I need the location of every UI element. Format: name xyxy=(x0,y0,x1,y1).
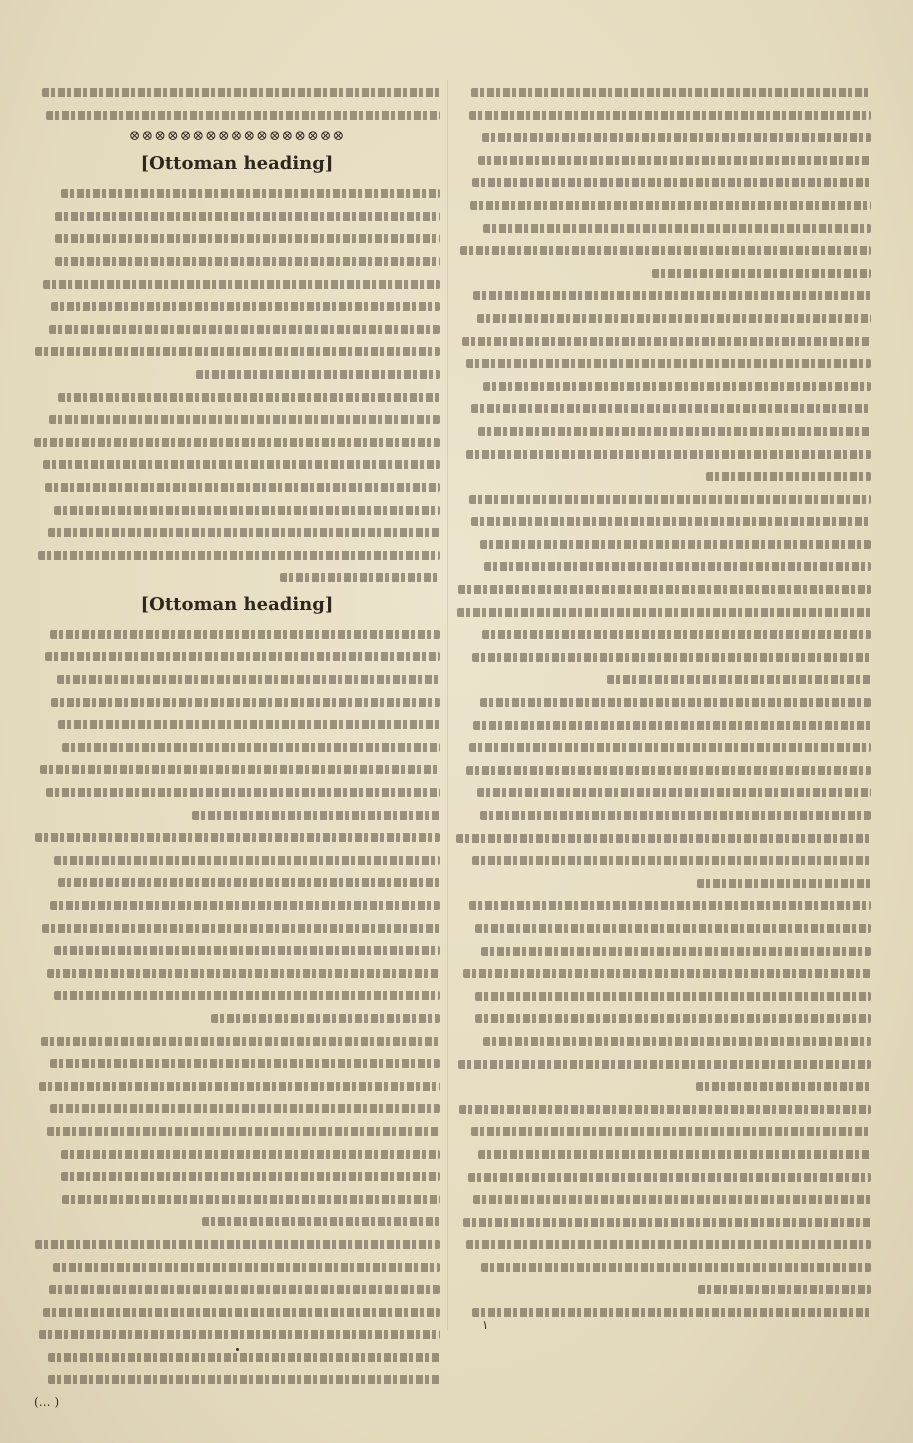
text-ink xyxy=(47,1127,440,1136)
text-ink xyxy=(478,427,871,436)
text-ink xyxy=(478,156,871,165)
text-ink xyxy=(472,178,871,187)
text-ink xyxy=(470,201,871,210)
section-heading-1: [Ottoman heading] xyxy=(140,153,334,175)
text-ink xyxy=(35,833,440,842)
text-ink xyxy=(478,1150,871,1159)
text-ink xyxy=(38,551,440,560)
text-line xyxy=(34,520,440,543)
text-line xyxy=(34,498,440,521)
text-line xyxy=(456,306,871,329)
column-divider xyxy=(447,80,448,1330)
text-line xyxy=(456,487,871,510)
text-line xyxy=(456,261,871,284)
text-line xyxy=(456,1187,871,1210)
text-ink xyxy=(58,878,440,887)
text-ink xyxy=(466,359,871,368)
text-line xyxy=(456,780,871,803)
text-ink xyxy=(54,856,440,865)
text-line xyxy=(456,374,871,397)
text-line xyxy=(456,283,871,306)
text-line xyxy=(34,938,440,961)
text-ink xyxy=(463,1218,871,1227)
text-ink xyxy=(62,743,440,752)
text-line xyxy=(34,1164,440,1187)
text-ink xyxy=(482,133,871,142)
text-line xyxy=(34,543,440,566)
text-line xyxy=(34,339,440,362)
text-line xyxy=(456,1232,871,1255)
text-ink xyxy=(480,540,871,549)
text-ink xyxy=(35,1240,440,1249)
text-line xyxy=(34,870,440,893)
text-ink xyxy=(466,766,871,775)
text-line xyxy=(34,430,440,453)
text-ink xyxy=(471,404,871,413)
page-mark: ١ xyxy=(482,1318,489,1332)
text-ink xyxy=(51,302,440,311)
text-line xyxy=(34,294,440,317)
text-line xyxy=(34,1367,440,1390)
text-ink xyxy=(480,811,871,820)
text-ink xyxy=(471,1127,871,1136)
text-ink xyxy=(469,111,871,120)
text-ink xyxy=(45,652,440,661)
text-ink xyxy=(57,675,440,684)
text-ink xyxy=(47,969,440,978)
text-line xyxy=(456,577,871,600)
text-ink xyxy=(48,528,440,537)
text-line xyxy=(34,1277,440,1300)
signature: (… ) xyxy=(34,1395,60,1410)
text-line xyxy=(34,803,440,826)
text-ink xyxy=(39,1330,440,1339)
text-line xyxy=(34,667,440,690)
text-ink xyxy=(706,472,871,481)
text-line xyxy=(34,362,440,385)
text-line xyxy=(456,1277,871,1300)
text-ink xyxy=(463,969,871,978)
text-line xyxy=(456,600,871,623)
text-line xyxy=(456,193,871,216)
text-ink xyxy=(54,991,440,1000)
text-ink xyxy=(471,517,871,526)
text-line xyxy=(34,644,440,667)
text-line xyxy=(456,1006,871,1029)
text-line xyxy=(34,103,440,126)
text-ink xyxy=(468,1173,871,1182)
text-ink xyxy=(50,1059,440,1068)
text-ink xyxy=(469,901,871,910)
text-line xyxy=(34,204,440,227)
text-line xyxy=(456,442,871,465)
ink-dot xyxy=(236,1348,239,1351)
text-ink xyxy=(472,1308,871,1317)
text-line xyxy=(456,1165,871,1188)
text-line xyxy=(34,916,440,939)
text-line xyxy=(34,1096,440,1119)
text-line xyxy=(456,1255,871,1278)
text-ink xyxy=(477,314,871,323)
text-ink xyxy=(49,1285,440,1294)
text-line xyxy=(34,1187,440,1210)
text-line xyxy=(456,826,871,849)
text-line xyxy=(456,80,871,103)
text-line xyxy=(34,712,440,735)
text-ink xyxy=(42,88,440,97)
text-ink xyxy=(49,415,440,424)
text-line xyxy=(456,125,871,148)
text-ink xyxy=(460,246,871,255)
text-ink xyxy=(46,788,440,797)
text-line xyxy=(34,565,440,588)
text-ink xyxy=(477,788,871,797)
text-ink xyxy=(61,189,440,198)
text-ink xyxy=(483,382,871,391)
text-ink xyxy=(469,495,871,504)
text-line xyxy=(34,735,440,758)
text-line xyxy=(456,509,871,532)
text-line xyxy=(456,667,871,690)
text-line xyxy=(34,622,440,645)
text-ink xyxy=(58,720,440,729)
text-line xyxy=(456,1029,871,1052)
text-ink xyxy=(472,653,871,662)
text-ink xyxy=(471,88,871,97)
text-line xyxy=(34,249,440,272)
text-ink xyxy=(483,1037,871,1046)
text-line xyxy=(34,452,440,475)
text-ink xyxy=(280,573,440,582)
text-line xyxy=(34,407,440,430)
text-line xyxy=(34,1029,440,1052)
text-ink xyxy=(51,698,440,707)
text-line xyxy=(456,871,871,894)
text-line xyxy=(456,103,871,126)
text-line xyxy=(34,1119,440,1142)
text-ink xyxy=(54,506,440,515)
text-line xyxy=(456,803,871,826)
text-ink xyxy=(652,269,871,278)
text-line xyxy=(456,216,871,239)
text-ink xyxy=(211,1014,440,1023)
text-ink xyxy=(473,291,871,300)
text-line xyxy=(456,532,871,555)
text-line xyxy=(456,1052,871,1075)
text-line xyxy=(456,329,871,352)
text-ink xyxy=(49,325,440,334)
text-line xyxy=(34,1255,440,1278)
text-line xyxy=(34,475,440,498)
text-line xyxy=(34,181,440,204)
text-ink xyxy=(481,947,871,956)
text-ink xyxy=(53,1263,440,1272)
text-ink xyxy=(45,483,440,492)
text-line xyxy=(456,1074,871,1097)
text-ink xyxy=(54,946,440,955)
text-line xyxy=(456,848,871,871)
text-ink xyxy=(34,438,440,447)
text-line xyxy=(34,226,440,249)
text-ink xyxy=(50,901,440,910)
text-line xyxy=(456,1097,871,1120)
text-line xyxy=(456,1210,871,1233)
text-line xyxy=(456,939,871,962)
text-ink xyxy=(58,393,440,402)
text-line xyxy=(456,1300,871,1323)
text-line xyxy=(456,554,871,577)
section-heading-2: [Ottoman heading] xyxy=(140,593,334,615)
text-line xyxy=(456,238,871,261)
text-ink xyxy=(46,111,440,120)
text-ink xyxy=(475,924,871,933)
text-ink xyxy=(483,224,871,233)
text-ink xyxy=(202,1217,440,1226)
text-line xyxy=(456,961,871,984)
text-ink xyxy=(481,1263,871,1272)
text-ink xyxy=(484,562,871,571)
text-ink xyxy=(43,280,440,289)
text-line xyxy=(456,622,871,645)
text-ink xyxy=(473,721,871,730)
text-ink xyxy=(480,698,871,707)
text-ink xyxy=(39,1082,440,1091)
text-line xyxy=(34,780,440,803)
text-ink xyxy=(466,1240,871,1249)
text-line xyxy=(34,961,440,984)
text-line xyxy=(34,1074,440,1097)
text-ink xyxy=(473,1195,871,1204)
text-line xyxy=(34,757,440,780)
text-line xyxy=(456,464,871,487)
text-ink xyxy=(48,1375,440,1384)
text-ink xyxy=(55,257,440,266)
text-line xyxy=(456,148,871,171)
text-line xyxy=(34,690,440,713)
text-ink xyxy=(43,1308,440,1317)
text-line xyxy=(456,419,871,442)
right-column xyxy=(456,80,871,1323)
text-ink xyxy=(462,337,871,346)
text-ink xyxy=(456,834,871,843)
text-ink xyxy=(62,1195,440,1204)
text-ink xyxy=(192,811,440,820)
text-line xyxy=(456,645,871,668)
text-line xyxy=(34,317,440,340)
text-ink xyxy=(607,675,871,684)
text-ink xyxy=(50,630,440,639)
text-line xyxy=(456,170,871,193)
text-line xyxy=(34,1300,440,1323)
text-line xyxy=(456,690,871,713)
text-line xyxy=(34,893,440,916)
text-line xyxy=(456,1119,871,1142)
text-ink xyxy=(696,1082,871,1091)
text-ink xyxy=(41,1037,440,1046)
text-ink xyxy=(43,460,440,469)
text-line xyxy=(34,385,440,408)
separator-ornament: ⊗⊗⊗⊗⊗⊗⊗⊗⊗⊗⊗⊗⊗⊗⊗⊗⊗ xyxy=(128,128,346,145)
text-line xyxy=(34,1232,440,1255)
text-ink xyxy=(472,856,871,865)
text-line xyxy=(456,758,871,781)
text-line xyxy=(456,713,871,736)
text-ink xyxy=(48,1353,440,1362)
text-line xyxy=(34,1142,440,1165)
text-line xyxy=(34,983,440,1006)
text-line xyxy=(34,1006,440,1029)
left-column xyxy=(34,80,440,1414)
text-ink xyxy=(475,992,871,1001)
text-line xyxy=(34,848,440,871)
text-ink xyxy=(459,1105,871,1114)
text-ink xyxy=(458,1060,871,1069)
text-ink xyxy=(61,1150,440,1159)
text-line xyxy=(456,1142,871,1165)
text-ink xyxy=(35,347,440,356)
text-ink xyxy=(40,765,440,774)
text-line xyxy=(456,893,871,916)
text-line xyxy=(456,735,871,758)
text-ink xyxy=(469,743,871,752)
text-line xyxy=(34,1322,440,1345)
text-ink xyxy=(196,370,440,379)
text-line xyxy=(34,825,440,848)
text-ink xyxy=(50,1104,440,1113)
text-line xyxy=(456,351,871,374)
text-ink xyxy=(55,234,440,243)
text-ink xyxy=(42,924,440,933)
text-ink xyxy=(55,212,440,221)
text-line xyxy=(34,1209,440,1232)
text-ink xyxy=(482,630,871,639)
text-ink xyxy=(61,1172,440,1181)
text-ink xyxy=(697,879,871,888)
text-ink xyxy=(466,450,871,459)
text-ink xyxy=(475,1014,871,1023)
text-line xyxy=(34,1051,440,1074)
text-line xyxy=(456,984,871,1007)
text-line xyxy=(34,272,440,295)
text-ink xyxy=(457,608,871,617)
text-ink xyxy=(698,1285,871,1294)
text-line xyxy=(456,396,871,419)
text-ink xyxy=(458,585,871,594)
text-line xyxy=(456,916,871,939)
text-line xyxy=(34,80,440,103)
